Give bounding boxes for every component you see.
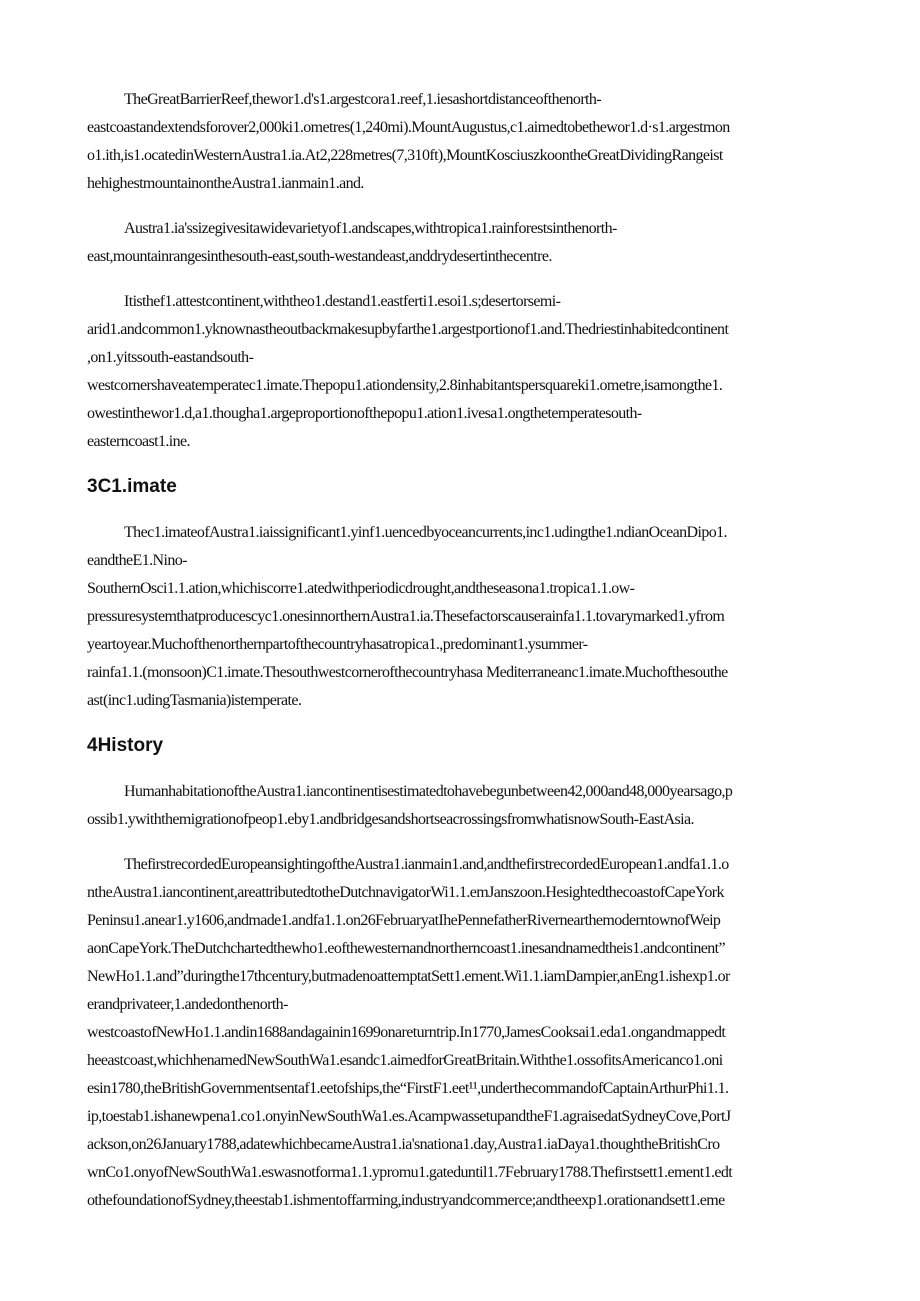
text-line: westcoastofNewHo1.1.andin1688andagainin1699onareturntrip.In1770,JamesCooksai1.eda1.ongandmappedt <box>87 1024 726 1041</box>
text-line: Austra1.ia'ssizegivesitawidevarietyof1.andscapes,withtropica1.rainforestsinthenorth- <box>124 220 617 237</box>
text-line: erandprivateer,1.andedonthenorth- <box>87 996 288 1013</box>
text-line: Itisthef1.attestcontinent,withtheo1.destand1.eastferti1.esoi1.s;desertorsemi- <box>124 293 561 310</box>
text-line: eandtheE1.Nino- <box>87 552 187 569</box>
text-line: rainfa1.1.(monsoon)C1.imate.Thesouthwestcornerofthecountryhasa Mediterraneanc1.imate.Muchofthesouthe <box>87 664 728 681</box>
document-page <box>87 86 835 1215</box>
paragraph-flattest-continent <box>87 288 835 456</box>
text-line: HumanhabitationoftheAustra1.iancontinentisestimatedtohavebegunbetween42,000and48,000yearsago,p <box>124 783 733 800</box>
text-line: ntheAustra1.iancontinent,areattributedtotheDutchnavigatorWi1.1.emJanszoon.HesightedthecoastofCapeYork <box>87 884 724 901</box>
text-line: hehighestmountainontheAustra1.ianmain1.and. <box>87 175 364 192</box>
text-line: ackson,on26January1788,adatewhichbecameAustra1.ia'snationa1.day,Austra1.iaDaya1.thoughtheBritishCro <box>87 1136 720 1153</box>
text-line: NewHo1.1.and”duringthe17thcentury,butmadenoattemptatSett1.ement.Wi1.1.iamDampier,anEng1.ishexp1.or <box>87 968 730 985</box>
text-line: ip,toestab1.ishanewpena1.co1.onyinNewSouthWa1.es.AcampwassetupandtheF1.agraisedatSydneyCove,PortJ <box>87 1108 731 1125</box>
text-line: eastcoastandextendsforover2,000ki1.ometres(1,240mi).MountAugustus,c1.aimedtobethewor1.d·s1.argestmon <box>87 119 730 136</box>
text-line: ast(inc1.udingTasmania)istemperate. <box>87 692 302 709</box>
paragraph-european-sighting <box>87 851 835 1215</box>
text-line: westcornershaveatemperatec1.imate.Thepopu1.ationdensity,2.8inhabitantspersquareki1.ometre,isamongthe1. <box>87 377 723 394</box>
text-line: othefoundationofSydney,theestab1.ishmentoffarming,industryandcommerce;andtheexp1.orationandsett1.eme <box>87 1192 725 1209</box>
text-line: owestinthewor1.d,a1.thougha1.argeproportionofthepopu1.ation1.ivesa1.ongthetemperatesouth- <box>87 405 642 422</box>
text-line: aonCapeYork.TheDutchchartedthewho1.eofthewesternandnortherncoast1.inesandnamedtheis1.andcontinent” <box>87 940 726 957</box>
text-line: arid1.andcommon1.yknownastheoutbackmakesupbyfarthe1.argestportionof1.and.Thedriestinhabitedcontinent <box>87 321 729 338</box>
text-line: ThefirstrecordedEuropeansightingoftheAustra1.ianmain1.and,andthefirstrecordedEuropean1.andfa1.1.o <box>124 856 729 873</box>
paragraph-human-habitation <box>87 778 835 834</box>
text-line: easterncoast1.ine. <box>87 433 190 450</box>
paragraph-great-barrier-reef <box>87 86 835 198</box>
text-line: Peninsu1.anear1.y1606,andmade1.andfa1.1.on26FebruaryatIhePennefatherRivernearthemoderntownofWeip <box>87 912 721 929</box>
paragraph-landscapes <box>87 215 835 271</box>
section-heading-climate: 3C1.imate <box>87 476 177 497</box>
section-heading-history: 4History <box>87 735 164 756</box>
text-line: pressuresystemthatproducescyc1.onesinnorthernAustra1.ia.Thesefactorscauserainfa1.1.tovarymarked1.yfrom <box>87 608 725 625</box>
text-line: TheGreatBarrierReef,thewor1.d's1.argestcora1.reef,1.iesashortdistanceofthenorth- <box>124 91 602 108</box>
text-line: east,mountainrangesinthesouth-east,south-westandeast,anddrydesertinthecentre. <box>87 248 552 265</box>
text-line: o1.ith,is1.ocatedinWesternAustra1.ia.At2,228metres(7,310ft),MountKosciuszkoontheGreatDividingRangeist <box>87 147 723 164</box>
text-line: yeartoyear.Muchofthenorthernpartofthecountryhasatropica1.,predominant1.ysummer- <box>87 636 588 653</box>
text-line: ,on1.yitssouth-eastandsouth- <box>87 349 254 366</box>
text-line: esin1780,theBritishGovernmentsentaf1.eetofships,the“FirstF1.eet¹¹,underthecommandofCaptainArthurPhi1.1. <box>87 1080 729 1097</box>
text-line: heeastcoast,whichhenamedNewSouthWa1.esandc1.aimedforGreatBritain.Withthe1.ossofitsAmericanco1.oni <box>87 1052 723 1069</box>
text-line: ossib1.ywiththemigrationofpeop1.eby1.andbridgesandshortseacrossingsfromwhatisnowSouth-EastAsia. <box>87 811 694 828</box>
text-line: SouthernOsci1.1.ation,whichiscorre1.atedwithperiodicdrought,andtheseasona1.tropica1.1.ow- <box>87 580 635 597</box>
paragraph-climate <box>87 519 835 715</box>
text-line: Thec1.imateofAustra1.iaissignificant1.yinf1.uencedbyoceancurrents,inc1.udingthe1.ndianOceanDipo1. <box>124 524 727 541</box>
text-line: wnCo1.onyofNewSouthWa1.eswasnotforma1.1.ypromu1.gateduntil1.7February1788.Thefirstsett1.ement1.edt <box>87 1164 733 1181</box>
